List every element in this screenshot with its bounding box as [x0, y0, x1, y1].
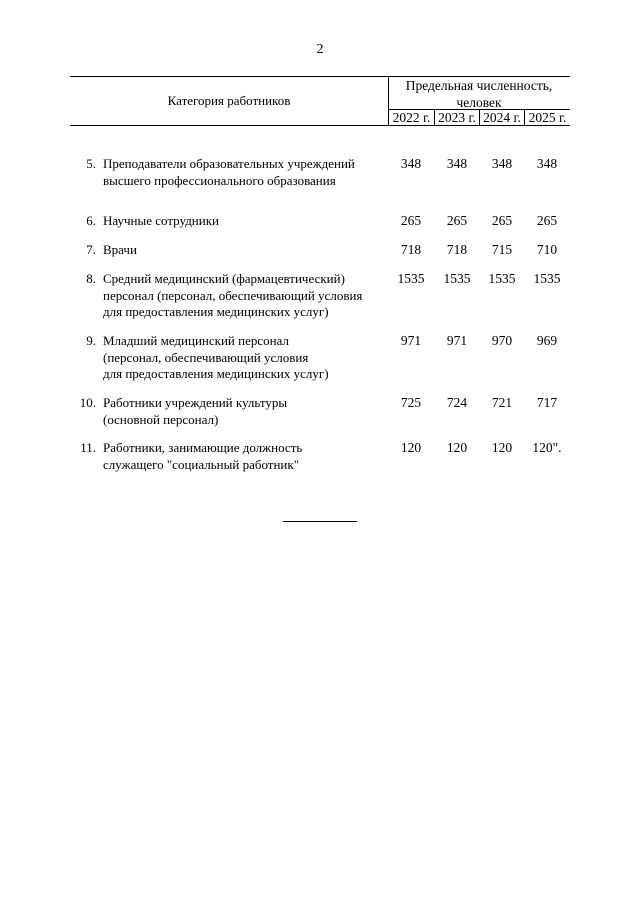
row-number: 9.	[86, 333, 96, 348]
row-value: 718	[400, 242, 422, 257]
row-label-line: Научные сотрудники	[103, 213, 219, 228]
year-header: 2025 г.	[528, 110, 567, 125]
row-value: 971	[446, 333, 468, 348]
row-label-line: Работники, занимающие должность	[103, 440, 303, 455]
row-number: 7.	[86, 242, 96, 257]
row-value: 1535	[443, 271, 471, 286]
row-label-line: Средний медицинский (фармацевтический)	[103, 271, 345, 286]
row-value: 348	[491, 156, 513, 171]
row-value: 971	[400, 333, 422, 348]
row-value: 721	[491, 395, 513, 410]
row-value: 969	[536, 333, 558, 348]
row-value: 970	[491, 333, 513, 348]
row-value: 710	[536, 242, 558, 257]
end-of-document-rule	[283, 521, 357, 522]
row-number: 6.	[86, 213, 96, 228]
row-value: 348	[446, 156, 468, 171]
row-value: 1535	[488, 271, 516, 286]
row-value: 724	[446, 395, 468, 410]
header-count-line: человек	[456, 95, 502, 110]
header-category: Категория работников	[167, 93, 291, 108]
row-label-line: служащего "социальный работник"	[103, 456, 299, 472]
row-label	[103, 213, 393, 230]
row-label-line: (основной персонал)	[103, 411, 219, 427]
row-label-line: для предоставления медицинских услуг)	[103, 366, 329, 381]
row-value: 348	[536, 156, 558, 171]
header-count-line: Предельная численность,	[405, 78, 553, 93]
row-label-line: высшего профессионального образования	[103, 172, 336, 188]
row-label-line: для предоставления медицинских услуг)	[103, 304, 329, 319]
row-number: 10.	[79, 395, 96, 410]
row-value: 120	[400, 440, 422, 455]
row-value: 1535	[397, 271, 425, 286]
row-value: 265	[446, 213, 468, 228]
row-value: 265	[400, 213, 422, 228]
row-value: 120	[446, 440, 468, 455]
row-number: 11.	[80, 440, 96, 455]
row-value: 265	[536, 213, 558, 228]
row-value: 725	[400, 395, 422, 410]
row-value: 1535	[533, 271, 561, 286]
row-value: 120".	[532, 440, 562, 455]
row-label	[103, 156, 393, 189]
year-header: 2024 г.	[483, 110, 521, 125]
row-value: 715	[491, 242, 513, 257]
year-header: 2023 г.	[438, 110, 476, 125]
header-count	[388, 77, 570, 111]
row-label-line: Врачи	[103, 242, 137, 257]
year-header: 2022 г.	[392, 110, 431, 125]
row-label-line: Преподаватели образовательных учреждений	[103, 156, 355, 171]
row-label	[103, 242, 393, 259]
row-number: 5.	[86, 156, 96, 171]
row-label-line: Работники учреждений культуры	[103, 395, 288, 410]
row-value: 717	[536, 395, 558, 410]
row-value: 718	[446, 242, 468, 257]
row-value: 120	[491, 440, 513, 455]
row-value: 348	[400, 156, 422, 171]
row-label	[103, 440, 393, 473]
row-label-line: (персонал, обеспечивающий условия	[103, 349, 309, 365]
row-label-line: Младший медицинский персонал	[103, 333, 289, 348]
row-label	[103, 333, 393, 383]
page-number: 2	[316, 42, 324, 57]
row-label	[103, 395, 393, 428]
row-number: 8.	[86, 271, 96, 286]
row-label-line: персонал (персонал, обеспечивающий условия	[103, 287, 363, 303]
row-value: 265	[491, 213, 513, 228]
row-label	[103, 271, 393, 321]
